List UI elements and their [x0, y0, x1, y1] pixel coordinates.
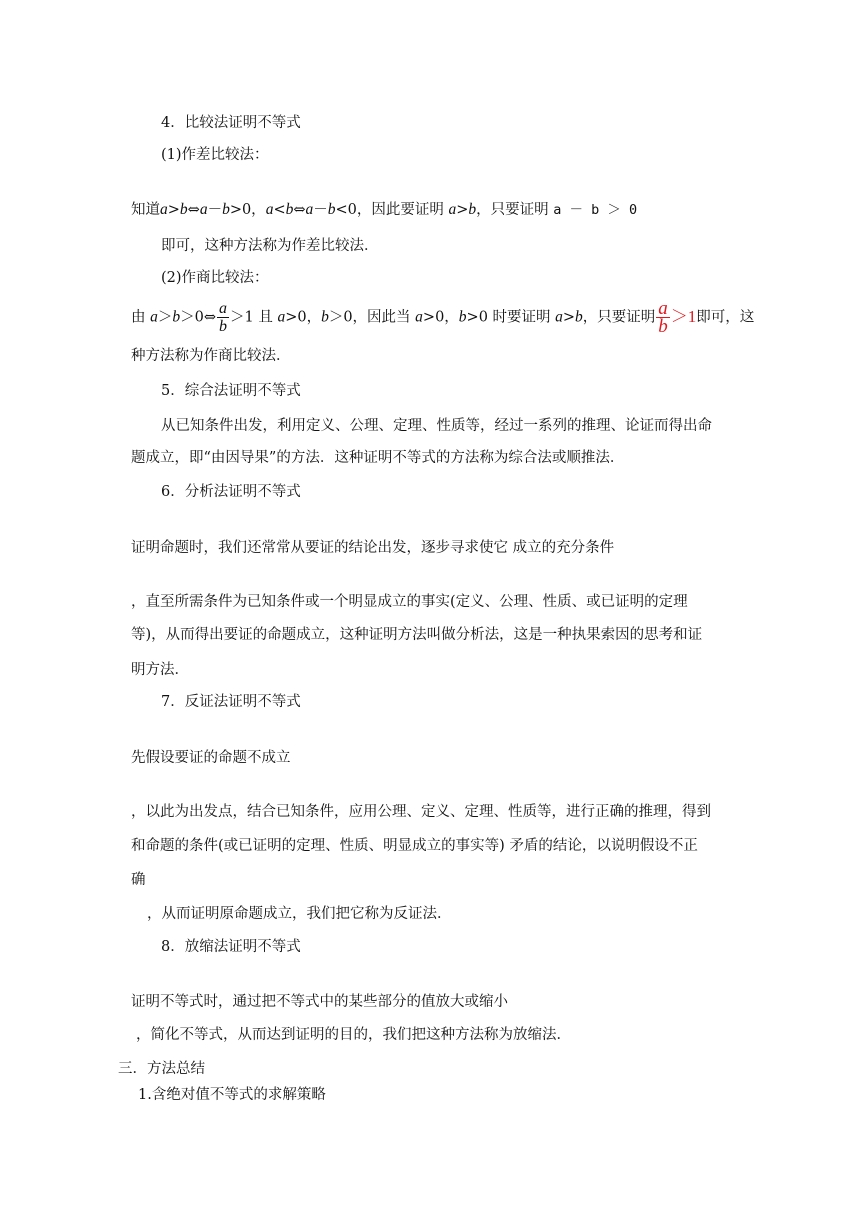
difference-formula: a － b ＞ 0 — [553, 202, 638, 218]
section-4-1-heading: (1)作差比较法： — [161, 147, 269, 163]
section-4-2-heading: (2)作商比较法： — [161, 270, 269, 286]
difference-method-statement: 知道a>b⇔a－b>0，a<b⇔a－b<0，因此要证明 a>b，只要证明 a － b ＞ 0 — [131, 201, 638, 218]
section-7-body-line-1: 先假设要证的命题不成立 — [131, 750, 291, 766]
section-5-body-line-2: 题成立，即“由因导果”的方法．这种证明不等式的方法称为综合法或顺推法． — [131, 450, 625, 466]
red-highlighted-formula: $\frac{a}{b}$ ＞1 — [658, 298, 697, 337]
section-4-heading: 4．比较法证明不等式 — [161, 115, 301, 131]
section-6-body-line-4: 明方法． — [131, 662, 189, 678]
section-7-body-line-2: ，以此为出发点，结合已知条件，应用公理、定义、定理、性质等，进行正确的推理，得到 — [131, 804, 711, 820]
part-3-heading: 三．方法总结 — [118, 1061, 205, 1077]
section-7-body-line-3: 和命题的条件(或已证明的定理、性质、明显成立的事实等) 矛盾的结论，以说明假设不正 — [131, 838, 698, 854]
section-6-heading: 6．分析法证明不等式 — [161, 484, 301, 500]
section-8-body-line-1: 证明不等式时，通过把不等式中的某些部分的值放大或缩小 — [131, 994, 508, 1010]
section-8-body-line-2: ，简化不等式，从而达到证明的目的，我们把这种方法称为放缩法． — [136, 1027, 571, 1043]
section-7-body-line-4: 确 — [131, 872, 146, 888]
ratio-fraction: $\frac{a}{b}$ — [219, 300, 227, 335]
difference-method-conclusion: 即可，这种方法称为作差比较法． — [161, 238, 379, 254]
section-6-body-line-3: 等)，从而得出要证的命题成立，这种证明方法叫做分析法，这是一种执果索因的思考和证 — [131, 627, 703, 643]
section-8-heading: 8．放缩法证明不等式 — [161, 939, 301, 955]
section-7-body-line-5: ，从而证明原命题成立，我们把它称为反证法． — [147, 906, 452, 922]
part-3-item-1-heading: 1.含绝对值不等式的求解策略 — [138, 1087, 326, 1103]
section-5-body-line-1: 从已知条件出发，利用定义、公理、定理、性质等，经过一系列的推理、论证而得出命 — [161, 418, 712, 434]
quotient-method-statement: 由 a＞b＞0⇔ $\frac{a}{b}$ ＞1 且 a>0，b＞0，因此当 a>0，b>0 时要证明 a>b，只要证明 $\frac{a}{b}$ ＞1即可，这 — [131, 298, 755, 337]
section-5-heading: 5．综合法证明不等式 — [161, 383, 301, 399]
quotient-method-conclusion: 种方法称为作商比较法． — [131, 348, 291, 364]
section-7-heading: 7．反证法证明不等式 — [161, 694, 301, 710]
section-6-body-line-2: ，直至所需条件为已知条件或一个明显成立的事实(定义、公理、性质、或已证明的定理 — [131, 594, 688, 610]
section-6-body-line-1: 证明命题时，我们还常常从要证的结论出发，逐步寻求使它 成立的充分条件 — [131, 540, 615, 556]
